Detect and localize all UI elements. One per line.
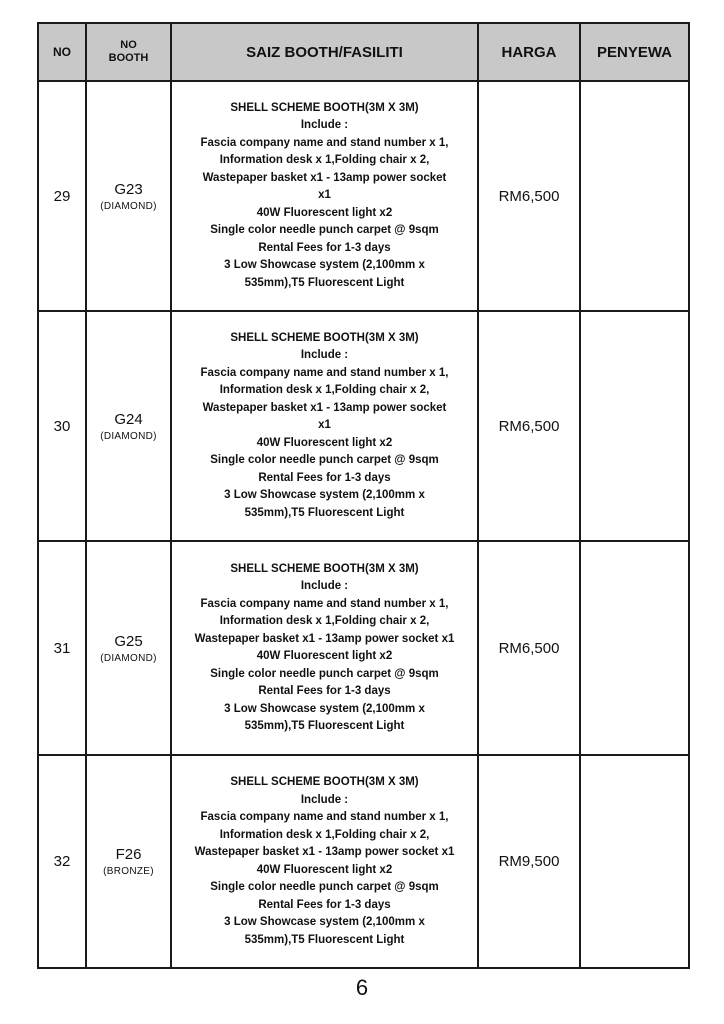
- booth-price: RM6,500: [478, 81, 580, 311]
- tenant-cell[interactable]: [580, 755, 689, 968]
- description-line: Information desk x 1,Folding chair x 2,: [219, 828, 430, 841]
- booth-price: RM9,500: [478, 755, 580, 968]
- description-line: Rental Fees for 1-3 days: [258, 471, 391, 484]
- description-line: 535mm),T5 Fluorescent Light: [244, 276, 405, 289]
- description-line: 3 Low Showcase system (2,100mm x: [224, 489, 425, 502]
- booth-description: [171, 541, 478, 755]
- description-line: SHELL SCHEME BOOTH(3M X 3M): [230, 776, 419, 788]
- table-header-row: [38, 23, 689, 81]
- description-line: 3 Low Showcase system (2,100mm x: [224, 916, 425, 928]
- booth-cell: [86, 755, 171, 968]
- description-line: Wastepaper basket x1 - 13amp power socket: [202, 171, 447, 184]
- tenant-cell[interactable]: [580, 541, 689, 755]
- description-line: 3 Low Showcase system (2,100mm x: [224, 259, 425, 272]
- description-line: Wastepaper basket x1 - 13amp power socket x1: [194, 632, 455, 645]
- booth-tier: (DIAMOND): [100, 652, 157, 664]
- description-line: Fascia company name and stand number x 1,: [200, 597, 449, 610]
- header-tenant: PENYEWA: [580, 23, 689, 81]
- booth-code: G25: [114, 632, 143, 650]
- tenant-cell[interactable]: [580, 311, 689, 541]
- table-row: [38, 311, 689, 541]
- description-line: SHELL SCHEME BOOTH(3M X 3M): [230, 331, 419, 344]
- description-line: Include :: [300, 349, 349, 362]
- description-line: Include :: [300, 119, 349, 132]
- page-number: 6: [355, 975, 369, 1000]
- booth-tier: (DIAMOND): [100, 430, 157, 442]
- booth-cell: [86, 81, 171, 311]
- description-line: x1: [318, 419, 331, 432]
- table-row: [38, 81, 689, 311]
- row-number: 30: [38, 311, 86, 541]
- booth-tier: (DIAMOND): [100, 200, 157, 212]
- header-booth-line1: NO: [120, 39, 137, 51]
- header-booth-no: [86, 23, 171, 81]
- row-number: 29: [38, 81, 86, 311]
- description-line: Include :: [300, 580, 349, 592]
- booth-price: RM6,500: [478, 541, 580, 755]
- table-row: [38, 541, 689, 755]
- description-line: Information desk x 1,Folding chair x 2,: [219, 615, 430, 627]
- description-line: 40W Fluorescent light x2: [256, 863, 393, 876]
- booth-code: G23: [114, 180, 143, 198]
- description-line: x1: [318, 189, 331, 202]
- booth-cell: [86, 541, 171, 755]
- booth-cell: [86, 311, 171, 541]
- description-line: 3 Low Showcase system (2,100mm x: [224, 702, 425, 715]
- header-price: HARGA: [478, 23, 580, 81]
- booth-description: [171, 311, 478, 541]
- description-line: Single color needle punch carpet @ 9sqm: [210, 881, 439, 893]
- description-line: Rental Fees for 1-3 days: [258, 241, 391, 254]
- description-line: 535mm),T5 Fluorescent Light: [244, 720, 405, 732]
- description-line: 535mm),T5 Fluorescent Light: [244, 933, 405, 946]
- description-line: Rental Fees for 1-3 days: [258, 685, 391, 697]
- booth-code: G24: [114, 410, 143, 428]
- description-line: Information desk x 1,Folding chair x 2,: [219, 154, 430, 167]
- description-line: Single color needle punch carpet @ 9sqm: [210, 224, 439, 237]
- description-line: Fascia company name and stand number x 1,: [200, 811, 449, 823]
- booth-description: [171, 81, 478, 311]
- description-line: Information desk x 1,Folding chair x 2,: [219, 384, 430, 397]
- header-booth-line2: BOOTH: [108, 52, 149, 64]
- description-line: 40W Fluorescent light x2: [256, 436, 393, 449]
- row-number: 31: [38, 541, 86, 755]
- booth-description: [171, 755, 478, 968]
- description-line: Wastepaper basket x1 - 13amp power socket: [202, 401, 447, 414]
- description-line: Fascia company name and stand number x 1,: [200, 136, 449, 149]
- description-line: SHELL SCHEME BOOTH(3M X 3M): [230, 562, 419, 575]
- tenant-cell[interactable]: [580, 81, 689, 311]
- description-line: 40W Fluorescent light x2: [256, 650, 393, 662]
- header-booth-size: SAIZ BOOTH/FASILITI: [171, 23, 478, 81]
- description-line: Fascia company name and stand number x 1,: [200, 366, 449, 379]
- booth-code: F26: [115, 846, 142, 863]
- description-line: SHELL SCHEME BOOTH(3M X 3M): [230, 101, 419, 114]
- booth-tier: (BRONZE): [103, 866, 154, 877]
- booth-table: [37, 22, 690, 969]
- description-line: Single color needle punch carpet @ 9sqm: [210, 667, 439, 680]
- table-row: [38, 755, 689, 968]
- header-no: NO: [38, 23, 86, 81]
- description-line: Single color needle punch carpet @ 9sqm: [210, 454, 439, 467]
- booth-price: RM6,500: [478, 311, 580, 541]
- description-line: Include :: [300, 793, 349, 806]
- description-line: Wastepaper basket x1 - 13amp power socket x1: [194, 846, 455, 858]
- row-number: 32: [38, 755, 86, 968]
- description-line: 535mm),T5 Fluorescent Light: [244, 506, 405, 519]
- description-line: 40W Fluorescent light x2: [256, 206, 393, 219]
- description-line: Rental Fees for 1-3 days: [258, 898, 391, 911]
